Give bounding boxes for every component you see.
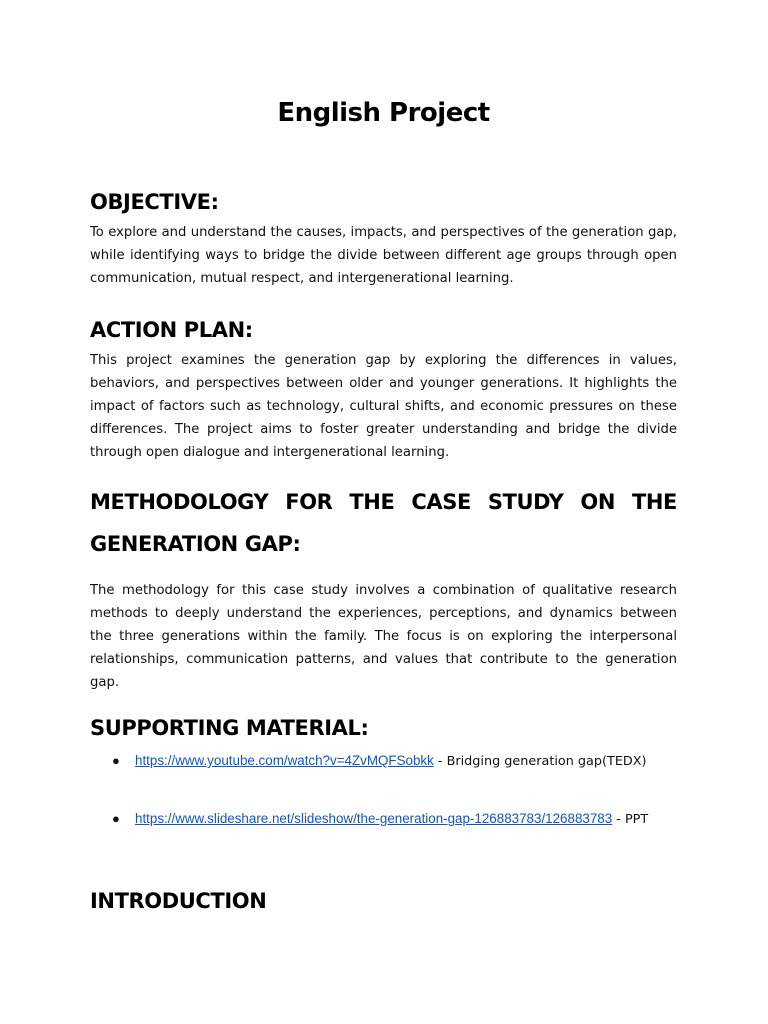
methodology-heading: [90, 481, 677, 565]
supporting-material-heading: SUPPORTING MATERIAL:: [90, 716, 369, 740]
action-plan-text: This project examines the generation gap by exploring the differences in values, behaviors, and perspectives between older and younger generations. It highlights the impact of factors such as technology, cultural shifts, and economic pressures on these differences. The project aims to foster greater understanding and bridge the divide through open dialogue and intergenerational learning.: [90, 353, 677, 460]
youtube-link[interactable]: https://www.youtube.com/watch?v=4ZvMQFSobkk: [135, 753, 434, 768]
document-page: [90, 0, 677, 1024]
introduction-heading: INTRODUCTION: [90, 889, 267, 913]
objective-text: To explore and understand the causes, impacts, and perspectives of the generation gap, while identifying ways to bridge the divide between different age groups through open communication, mutual respect, and intergenerational learning.: [90, 225, 677, 286]
methodology-text: The methodology for this case study involves a combination of qualitative research methods to deeply understand the experiences, perceptions, and dynamics between the three generations within the family. The focus is on exploring the interpersonal relationships, communication patterns, and values that contribute to the generation gap.: [90, 583, 677, 690]
bullet-icon: ●: [112, 753, 120, 768]
link-description: - Bridging generation gap(TEDX): [433, 754, 647, 769]
bullet-icon: ●: [112, 811, 120, 826]
link-description: - PPT: [612, 812, 649, 827]
slideshare-link[interactable]: https://www.slideshare.net/slideshow/the-generation-gap-126883783/126883783: [135, 811, 613, 826]
objective-heading: OBJECTIVE:: [90, 190, 219, 214]
methodology-heading-line1: METHODOLOGY FOR THE CASE STUDY ON THE: [90, 490, 677, 514]
list-item: [90, 751, 730, 772]
methodology-heading-line2: GENERATION GAP:: [90, 532, 301, 556]
supporting-material-list: [90, 751, 730, 772]
supporting-material-list-2: [90, 809, 730, 830]
action-plan-heading: ACTION PLAN:: [90, 318, 253, 342]
list-item: [90, 809, 730, 830]
document-title: English Project: [277, 98, 490, 128]
